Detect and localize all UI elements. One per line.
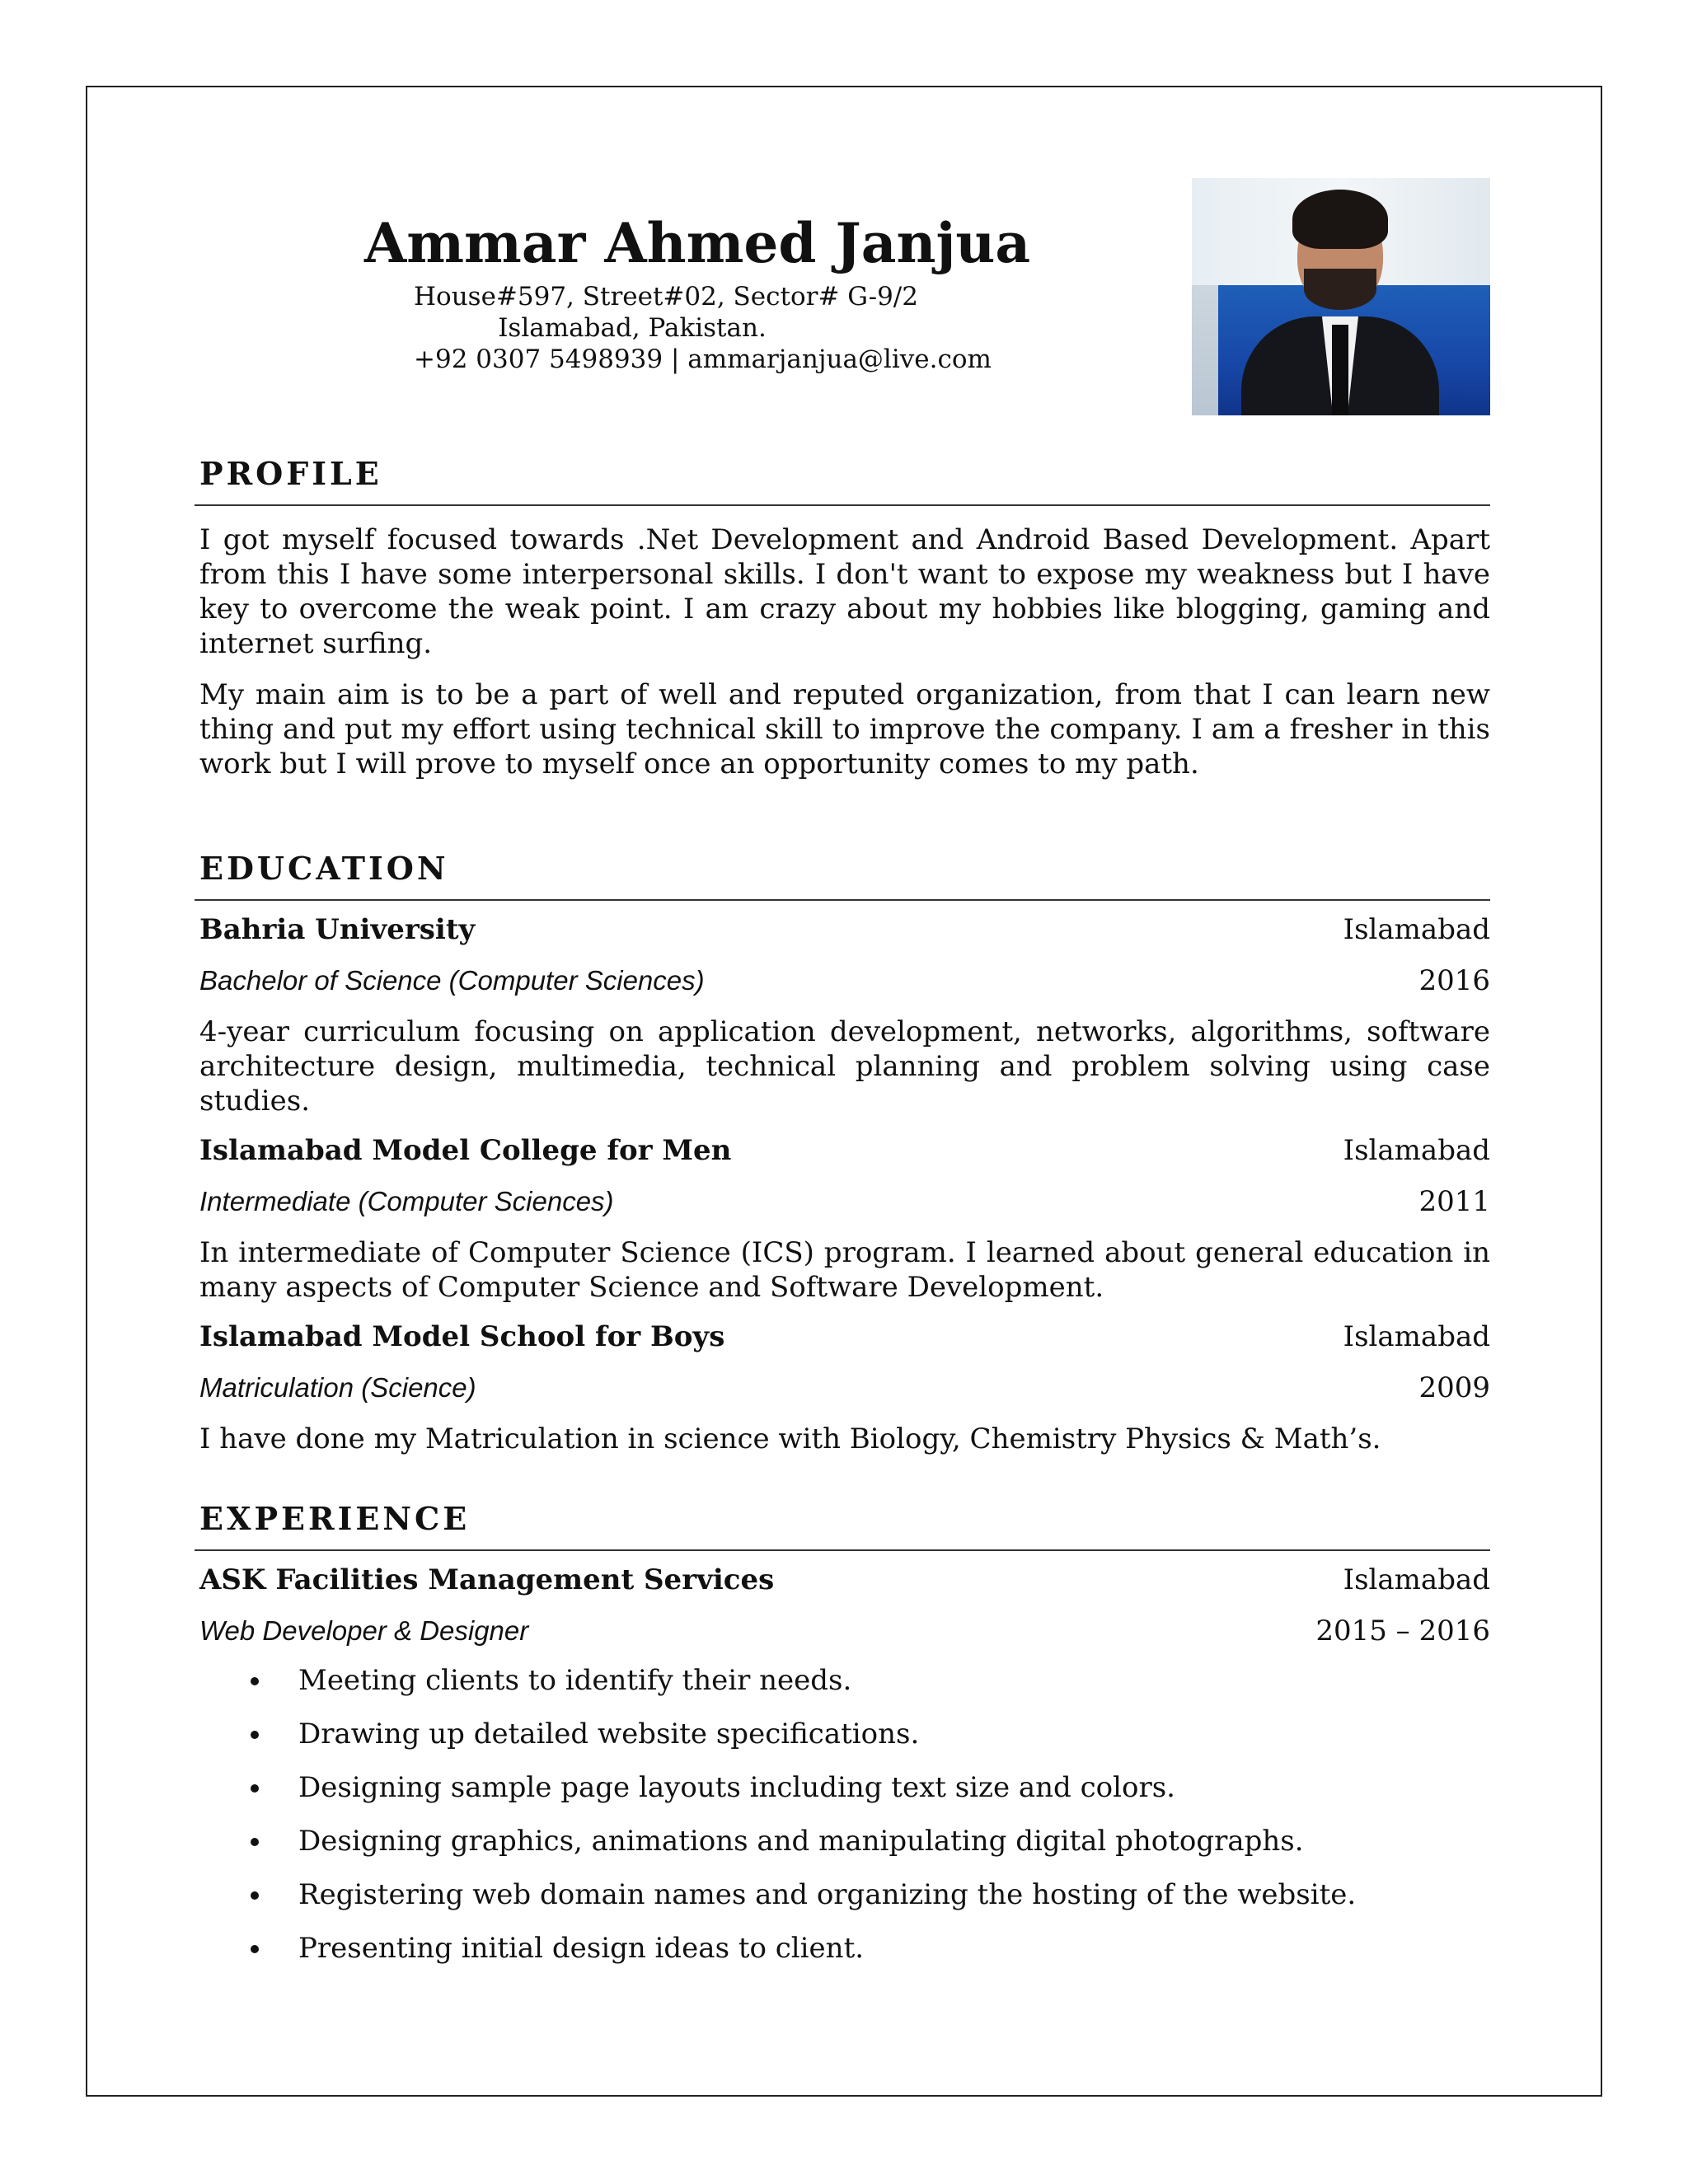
education-entry — [199, 912, 1490, 1118]
degree-title: Matriculation (Science) — [199, 1372, 476, 1403]
responsibility-item: Designing sample page layouts including text size and colors. — [298, 1770, 1490, 1805]
education-description: 4-year curriculum focusing on application development, networks, algorithms, software architecture design, multimedia, technical planning and problem solving using case studies. — [199, 1015, 1490, 1118]
degree-year: 2011 — [1418, 1185, 1490, 1218]
education-section — [199, 850, 1490, 1456]
profile-paragraph: I got myself focused towards .Net Development and Android Based Development. Apart from this I have some interpersonal skills. I don't want to expose my weakness but I have key to overcome the weak point. I am crazy about my hobbies like blogging, gaming and internet surfing. — [199, 523, 1490, 660]
education-divider — [195, 899, 1490, 901]
profile-photo — [1192, 178, 1490, 415]
job-period: 2015 – 2016 — [1315, 1615, 1490, 1647]
degree-title: Intermediate (Computer Sciences) — [199, 1186, 614, 1216]
institution-name: Islamabad Model School for Boys — [199, 1320, 725, 1353]
profile-divider — [195, 504, 1490, 506]
degree-year: 2016 — [1418, 964, 1490, 997]
address-line-1: House#597, Street#02, Sector# G-9/2 — [414, 282, 918, 312]
experience-entry — [199, 1563, 1490, 1966]
header-text — [364, 211, 1031, 375]
experience-divider — [195, 1549, 1490, 1551]
profile-heading: PROFILE — [199, 455, 382, 492]
institution-name: Islamabad Model College for Men — [199, 1134, 732, 1167]
candidate-name: Ammar Ahmed Janjua — [364, 211, 1031, 275]
degree-year: 2009 — [1418, 1371, 1490, 1404]
institution-location: Islamabad — [1343, 1320, 1490, 1353]
responsibility-item: Drawing up detailed website specifications. — [298, 1717, 1490, 1751]
institution-location: Islamabad — [1343, 1134, 1490, 1167]
education-description: In intermediate of Computer Science (ICS) program. I learned about general education in many aspects of Computer Science and Software Development. — [199, 1236, 1490, 1304]
experience-section — [199, 1500, 1490, 1985]
education-entry — [199, 1133, 1490, 1305]
responsibility-item: Registering web domain names and organizing the hosting of the website. — [298, 1877, 1490, 1912]
responsibility-item: Meeting clients to identify their needs. — [298, 1663, 1490, 1698]
responsibility-item: Presenting initial design ideas to client. — [298, 1931, 1490, 1966]
responsibility-item: Designing graphics, animations and manipulating digital photographs. — [298, 1824, 1490, 1858]
education-heading: EDUCATION — [199, 850, 449, 887]
address-line-2: Islamabad, Pakistan. — [498, 313, 767, 344]
profile-paragraph: My main aim is to be a part of well and reputed organization, from that I can learn new thing and put my effort using technical skill to improve the company. I am a fresher in this work but I will prove to myself once an opportunity comes to my path. — [199, 678, 1490, 780]
institution-location: Islamabad — [1343, 913, 1490, 946]
institution-name: Bahria University — [199, 913, 476, 946]
experience-heading: EXPERIENCE — [199, 1500, 471, 1537]
company-location: Islamabad — [1343, 1563, 1490, 1596]
profile-section — [199, 455, 1490, 781]
education-description: I have done my Matriculation in science with Biology, Chemistry Physics & Math’s. — [199, 1422, 1381, 1455]
company-name: ASK Facilities Management Services — [199, 1563, 775, 1596]
phone-email-line: +92 0307 5498939 | ammarjanjua@live.com — [414, 344, 992, 375]
responsibility-list — [199, 1663, 1490, 1966]
resume-header — [199, 178, 1490, 417]
education-entry — [199, 1319, 1490, 1456]
degree-title: Bachelor of Science (Computer Sciences) — [199, 965, 705, 996]
job-role: Web Developer & Designer — [199, 1615, 529, 1646]
